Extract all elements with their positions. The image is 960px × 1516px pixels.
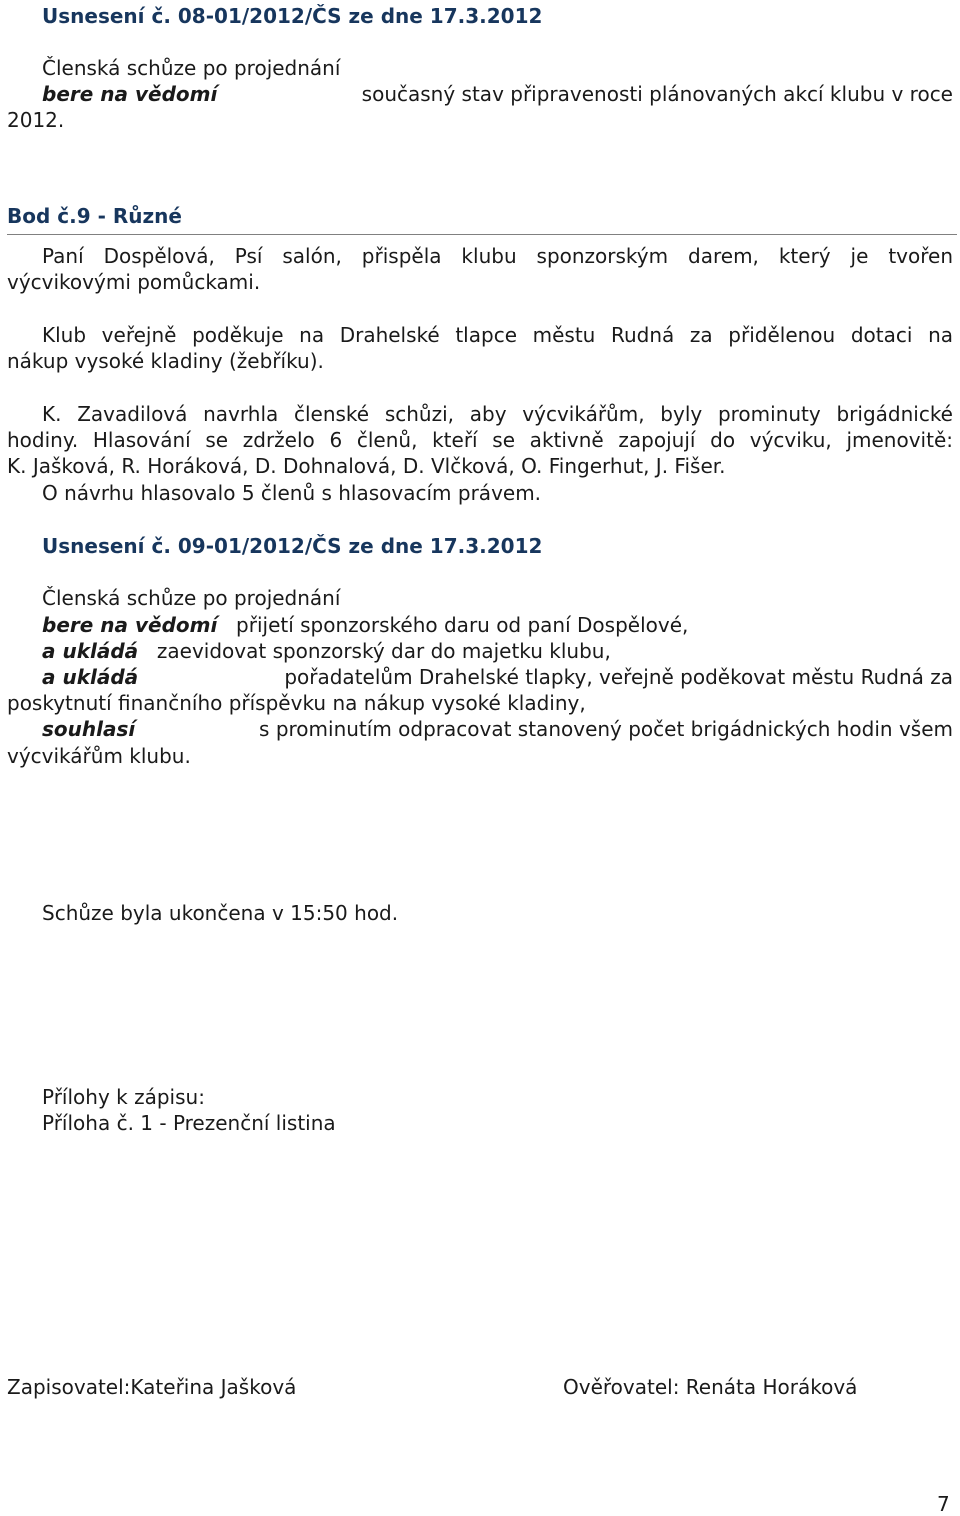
section-title: Bod č.9 - Různé xyxy=(7,204,182,228)
resolution-09-item-3 xyxy=(42,665,953,689)
paragraph-donation-l1: Paní Dospělová, Psí salón, přispěla klubu sponzorským darem, který je tvořen xyxy=(42,244,953,268)
resolution-09-item-3-cont: poskytnutí finančního příspěvku na nákup vysoké kladiny, xyxy=(7,691,586,715)
paragraph-donation-l2: výcvikovými pomůckami. xyxy=(7,270,261,294)
resolution-09-item-1 xyxy=(42,613,688,637)
resolution-09-item-4-cont: výcvikářům klubu. xyxy=(7,744,191,768)
resolution-08-intro: Členská schůze po projednání xyxy=(42,56,341,80)
resolution-09-verb: a ukládá xyxy=(42,665,139,689)
attachment-item: Příloha č. 1 - Prezenční listina xyxy=(42,1111,336,1135)
paragraph-proposal-l3: K. Jašková, R. Horáková, D. Dohnalová, D. Vlčková, O. Fingerhut, J. Fišer. xyxy=(7,454,726,478)
resolution-08-verb: bere na vědomí xyxy=(42,82,218,106)
paragraph-proposal-l2: hodiny. Hlasování se zdrželo 6 členů, kteří se aktivně zapojují do výcviku, jmenovitě: xyxy=(7,428,953,452)
paragraph-thanks-l1: Klub veřejně poděkuje na Drahelské tlapce městu Rudná za přidělenou dotaci na xyxy=(42,323,953,347)
resolution-09-verb: souhlasí xyxy=(42,717,136,741)
resolution-09-text: přijetí sponzorského daru od paní Dospělové, xyxy=(236,613,689,637)
resolution-08-text-cont: 2012. xyxy=(7,108,65,132)
attachments-heading: Přílohy k zápisu: xyxy=(42,1085,205,1109)
paragraph-proposal-l4: O návrhu hlasovalo 5 členů s hlasovacím právem. xyxy=(42,481,542,505)
resolution-09-text: zaevidovat sponzorský dar do majetku klubu, xyxy=(156,639,611,663)
meeting-end-note: Schůze byla ukončena v 15:50 hod. xyxy=(42,901,399,925)
resolution-09-title: Usnesení č. 09-01/2012/ČS ze dne 17.3.2012 xyxy=(42,534,543,558)
paragraph-thanks-l2: nákup vysoké kladiny (žebříku). xyxy=(7,349,324,373)
resolution-08-text: současný stav připravenosti plánovaných akcí klubu v roce xyxy=(361,82,953,106)
verifier-signature: Ověřovatel: Renáta Horáková xyxy=(563,1375,858,1399)
paragraph-proposal-l1: K. Zavadilová navrhla členské schůzi, aby výcvikářům, byly prominuty brigádnické xyxy=(42,402,953,426)
resolution-09-intro: Členská schůze po projednání xyxy=(42,586,341,610)
resolution-09-item-4 xyxy=(42,717,953,741)
section-heading-bod9 xyxy=(7,204,957,235)
resolution-09-verb: a ukládá xyxy=(42,639,139,663)
page-number: 7 xyxy=(937,1492,950,1516)
recorder-signature: Zapisovatel:Kateřina Jašková xyxy=(7,1375,297,1399)
resolution-08-title: Usnesení č. 08-01/2012/ČS ze dne 17.3.2012 xyxy=(42,4,543,28)
resolution-09-text: s prominutím odpracovat stanovený počet brigádnických hodin všem xyxy=(259,717,953,741)
resolution-09-item-2 xyxy=(42,639,611,663)
resolution-08-line1 xyxy=(42,82,953,106)
resolution-09-verb: bere na vědomí xyxy=(42,613,218,637)
resolution-09-text: pořadatelům Drahelské tlapky, veřejně poděkovat městu Rudná za xyxy=(284,665,953,689)
